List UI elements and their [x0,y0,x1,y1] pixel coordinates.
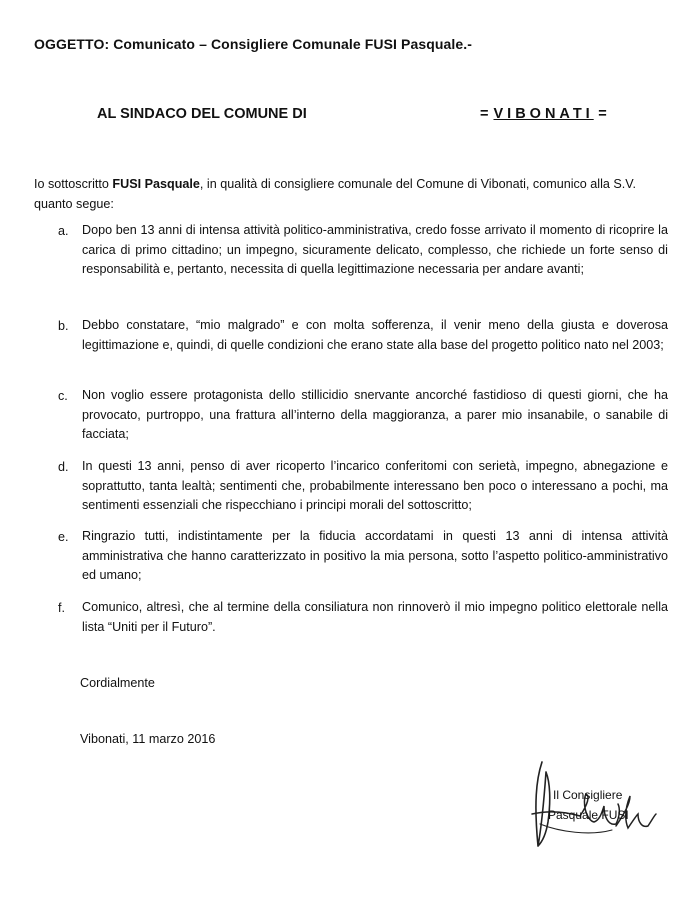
item-letter: a. [58,224,69,238]
item-letter: f. [58,601,65,615]
item-letter: e. [58,530,69,544]
item-text: Dopo ben 13 anni di intensa attività politico-amministrativa, credo fosse arrivato il momento di ricoprire la carica di primo cittadino; un impegno, sicuramente delicato, complesso, che richiede un forte senso di responsabilità e, pertanto, necessita di quella legittimazione necessaria per andare avanti; [82,223,668,276]
town-name-underlined: VIBONATI [493,106,594,122]
intro-before: Io sottoscritto [34,177,113,191]
town-suffix: = [593,106,608,122]
item-text: Non voglio essere protagonista dello stillicidio snervante ancorché fastidioso di questi giorni, che ha provocato, purtroppo, una frattura all’interno della maggioranza, a parer mio insanabile, o sanabile di facciata; [82,388,668,441]
town-prefix: = [480,106,494,122]
author-name: FUSI Pasquale [112,177,200,191]
intro-after: , in qualità di consigliere comunale del Comune di Vibonati, comunico alla S.V. quanto segue: [34,177,637,211]
item-text: Ringrazio tutti, indistintamente per la fiducia accordatami in questi 13 anni di intensa attività amministrativa che hanno caratterizzato in positivo la mia persona, sotto l’aspetto politico-amministrativo ed umano; [82,529,668,582]
item-text: In questi 13 anni, penso di aver ricoperto l’incarico conferitomi con serietà, impegno, abnegazione e soprattutto, tanta lealtà; sentimenti che, probabilmente interessano ben poco o interessano a pochi, ma sentimenti essenziali che rispecchiano i principi morali del sottoscritto; [82,459,668,512]
item-text: Debbo constatare, “mio malgrado” e con molta sofferenza, il venir meno della giusta e doverosa legittimazione e, quindi, di quelle condizioni che erano state alla base del progetto politico nato nel 2003; [82,318,668,352]
intro-paragraph [34,174,674,214]
signature-name: Pasquale FUSI [548,808,629,822]
item-text: Comunico, altresì, che al termine della consiliatura non rinnoverò il mio impegno politico elettorale nella lista “Uniti per il Futuro”. [82,600,668,634]
dateline: Vibonati, 11 marzo 2016 [80,732,216,746]
closing: Cordialmente [80,676,155,690]
item-letter: c. [58,389,68,403]
addressee: AL SINDACO DEL COMUNE DI [97,106,307,122]
subject-line: OGGETTO: Comunicato – Consigliere Comunale FUSI Pasquale.- [34,36,473,52]
handwritten-signature [520,754,680,854]
town-name [480,106,607,122]
signature-title: Il Consigliere [553,788,623,802]
item-letter: d. [58,460,69,474]
signature-block [520,754,680,854]
item-letter: b. [58,319,69,333]
